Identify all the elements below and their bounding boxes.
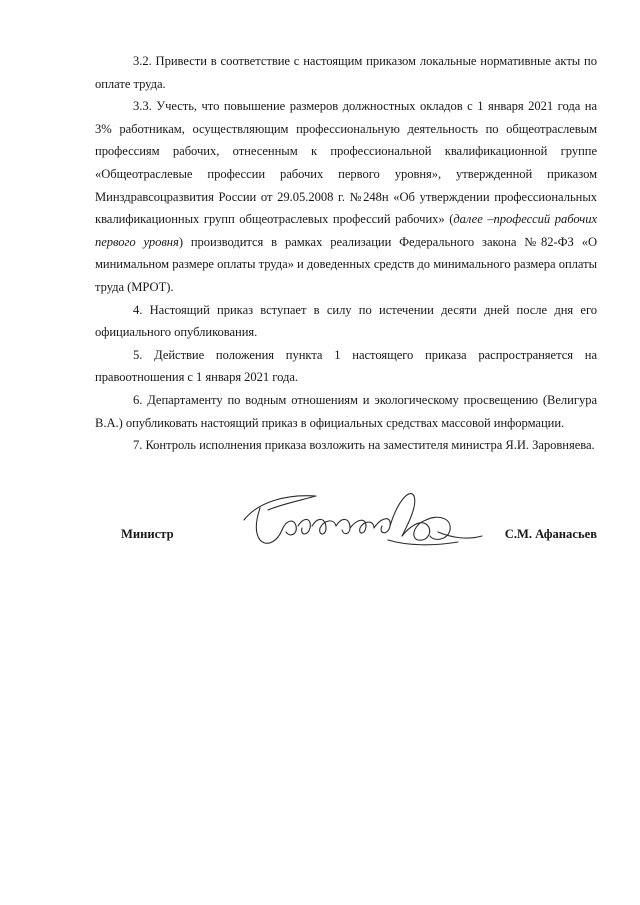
document-body — [95, 50, 597, 457]
paragraph-3-2: 3.2. Привести в соответствие с настоящим приказом локальные нормативные акты по оплате труда. — [95, 54, 597, 91]
signatory-name: С.М. Афанасьев — [504, 527, 597, 541]
signature-block — [95, 522, 597, 546]
paragraph-4: 4. Настоящий приказ вступает в силу по истечении десяти дней после дня его официального опубликования. — [95, 302, 597, 340]
paragraph-3-3-italic-note: далее –профессий рабочих первого уровня — [95, 212, 597, 249]
paragraph-3-3 — [95, 95, 597, 298]
paragraph-3-3-text-end: ) производится в рамках реализации Федерального закона №82-ФЗ «О минимальном размере оплаты труда» и доведенных средств до минимального размера оплаты труда (МРОТ). — [95, 234, 597, 294]
paragraph-5: 5. Действие положения пункта 1 настоящего приказа распространяется на правоотношения с 1 января 2021 года. — [95, 347, 597, 385]
paragraph-6: 6. Департаменту по водным отношениям и экологическому просвещению (Велигура В.А.) опубликовать настоящий приказ в официальных средствах массовой информации. — [95, 392, 597, 430]
handwritten-signature-icon — [238, 480, 488, 560]
paragraph-3-3-text-start: 3.3. Учесть, что повышение размеров должностных окладов с 1 января 2021 года на 3% работникам, осуществляющим профессиональную деятельность по общеотраслевым профессиям рабочих, отнесенным к профессиональной квалификационной группе «Общеотраслевые профессии рабочих первого уровня», утвержденной приказом Минздравсоцразвития России от 29.05.2008 г. №248н «Об утверждении профессиональных квалификационных групп общеотраслевых профессий рабочих» ( — [95, 99, 597, 227]
paragraph-7: 7. Контроль исполнения приказа возложить на заместителя министра Я.И. Заровняева. — [133, 438, 595, 453]
signatory-title: Министр — [121, 527, 174, 541]
